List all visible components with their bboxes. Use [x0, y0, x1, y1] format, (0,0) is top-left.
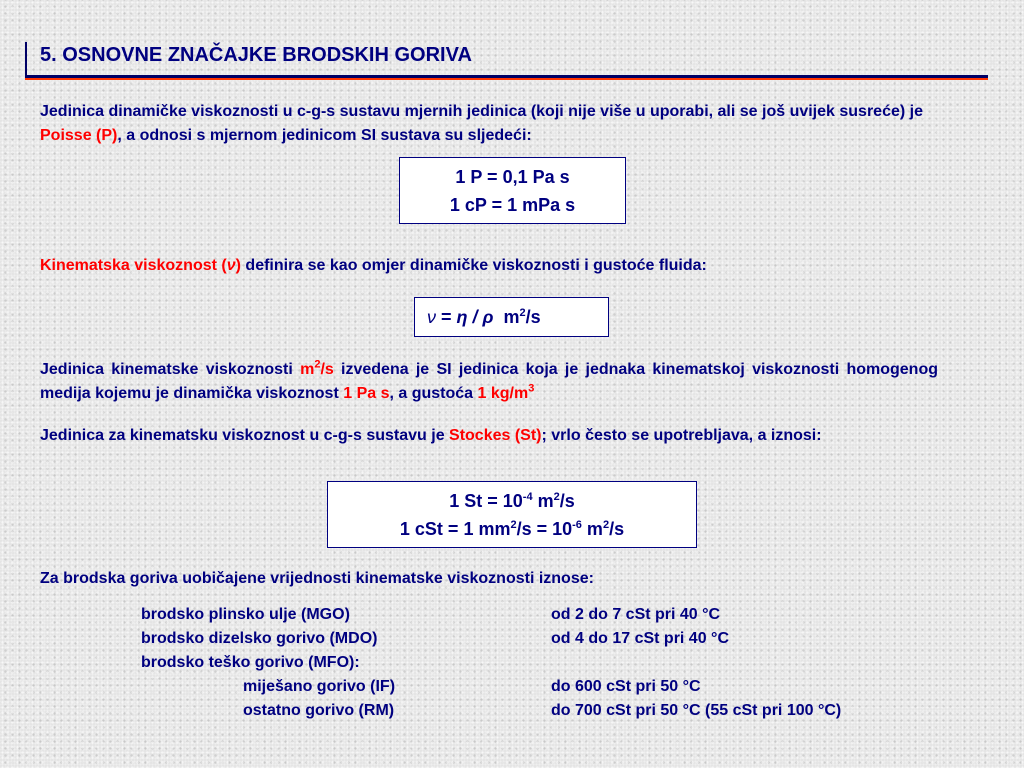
p3-text-b: izvedena je SI jedinica koja je jednaka kinematskoj viskoznosti homogenog medija kojemu je dinamička viskoznost	[40, 361, 938, 402]
st-l2-exp3: 2	[602, 519, 610, 531]
p2-term-text: Kinematska viskoznost (	[40, 257, 227, 274]
formula-unit-s: /s	[525, 307, 541, 327]
st-l2-a: 1 cSt = 1 mm	[399, 519, 511, 539]
st-l1-b: m	[532, 491, 554, 511]
p1-text-before: Jedinica dinamičke viskoznosti u c-g-s sustavu mjernih jedinica (koji nije više u uporabi, ali se još uvijek susreće) je	[40, 103, 923, 120]
fuel-value-mgo: od 2 do 7 cSt pri 40 °C	[551, 606, 721, 623]
fuel-name-rm: ostatno gorivo (RM)	[243, 702, 395, 719]
p2-term	[40, 257, 241, 274]
p3-text-a: Jedinica kinematske viskoznosti	[40, 361, 301, 378]
p3-kg-m3	[477, 382, 535, 402]
fuel-name-mgo: brodsko plinsko ulje (MGO)	[141, 606, 350, 623]
st-l2-exp1: 2	[510, 519, 517, 531]
paragraph-kinematic-definition	[40, 254, 938, 278]
fuel-name-if: miješano gorivo (IF)	[243, 678, 396, 695]
title-rule	[25, 75, 988, 80]
paragraph-dynamic-viscosity	[40, 100, 938, 148]
stokes-line-2	[328, 515, 696, 543]
poise-line-1: 1 P = 0,1 Pa s	[455, 167, 570, 187]
formula-unit-m: m	[503, 307, 520, 327]
p3-unit-exp: 2	[314, 358, 321, 371]
paragraph-stokes	[40, 424, 938, 448]
title-accent-bar	[25, 42, 27, 78]
p4-text-before: Jedinica za kinematsku viskoznost u c-g-s sustavu je	[40, 427, 450, 444]
fuel-value-mdo: od 4 do 17 cSt pri 40 °C	[551, 630, 729, 647]
p3-kg-m3-exp: 3	[528, 382, 535, 395]
fuel-name-mfo: brodsko teško gorivo (MFO):	[141, 654, 360, 671]
st-l1-exp1: -4	[522, 491, 533, 503]
st-l1-c: /s	[559, 491, 575, 511]
formula-slash: /	[467, 307, 483, 327]
p4-stokes-unit: Stockes (St)	[449, 427, 542, 444]
p3-unit-s: /s	[320, 361, 334, 378]
st-l2-c: m	[581, 519, 603, 539]
fuel-value-if: do 600 cSt pri 50 °C	[551, 678, 701, 695]
poise-conversion-box	[399, 157, 626, 224]
formula-eq: =	[436, 307, 457, 327]
page-title: 5. OSNOVNE ZNAČAJKE BRODSKIH GORIVA	[40, 44, 472, 66]
st-l2-b: /s = 10	[516, 519, 573, 539]
p2-term-close: )	[235, 257, 241, 274]
fuel-name-mdo: brodsko dizelsko gorivo (MDO)	[141, 630, 378, 647]
st-l2-exp2: -6	[572, 519, 582, 531]
formula-rho: ρ	[482, 307, 494, 327]
p2-nu-symbol: ν	[226, 257, 236, 274]
p3-unit-m: m	[300, 361, 315, 378]
stokes-conversion-box	[327, 481, 697, 548]
p3-kg-m3-base: 1 kg/m	[477, 385, 529, 402]
paragraph-kinematic-unit	[40, 358, 938, 406]
stokes-line-1	[328, 487, 696, 515]
p3-text-c: , a gustoća	[389, 385, 478, 402]
p1-poise-unit: Poisse (P)	[40, 127, 118, 144]
p1-text-after: , a odnosi s mjernom jedinicom SI sustava su sljedeći:	[117, 127, 532, 144]
paragraph-fuel-values-intro: Za brodska goriva uobičajene vrijednosti kinematske viskoznosti iznose:	[40, 570, 594, 587]
p2-text-after: definira se kao omjer dinamičke viskoznosti i gustoće fluida:	[240, 257, 707, 274]
formula-nu: ν	[427, 307, 436, 327]
p4-text-after: ; vrlo često se upotrebljava, a iznosi:	[541, 427, 822, 444]
p3-pa-s: 1 Pa s	[343, 385, 390, 402]
poise-line-2: 1 cP = 1 mPa s	[449, 195, 576, 215]
fuel-value-rm: do 700 cSt pri 50 °C (55 cSt pri 100 °C)	[551, 702, 842, 719]
st-l2-d: /s	[609, 519, 625, 539]
formula-eta: η	[456, 307, 468, 327]
st-l1-a: 1 St = 10	[449, 491, 523, 511]
p3-unit-m2s	[300, 358, 334, 378]
kinematic-formula-box	[414, 297, 609, 337]
st-l1-exp2: 2	[553, 491, 560, 503]
formula-unit-exp: 2	[519, 307, 526, 319]
